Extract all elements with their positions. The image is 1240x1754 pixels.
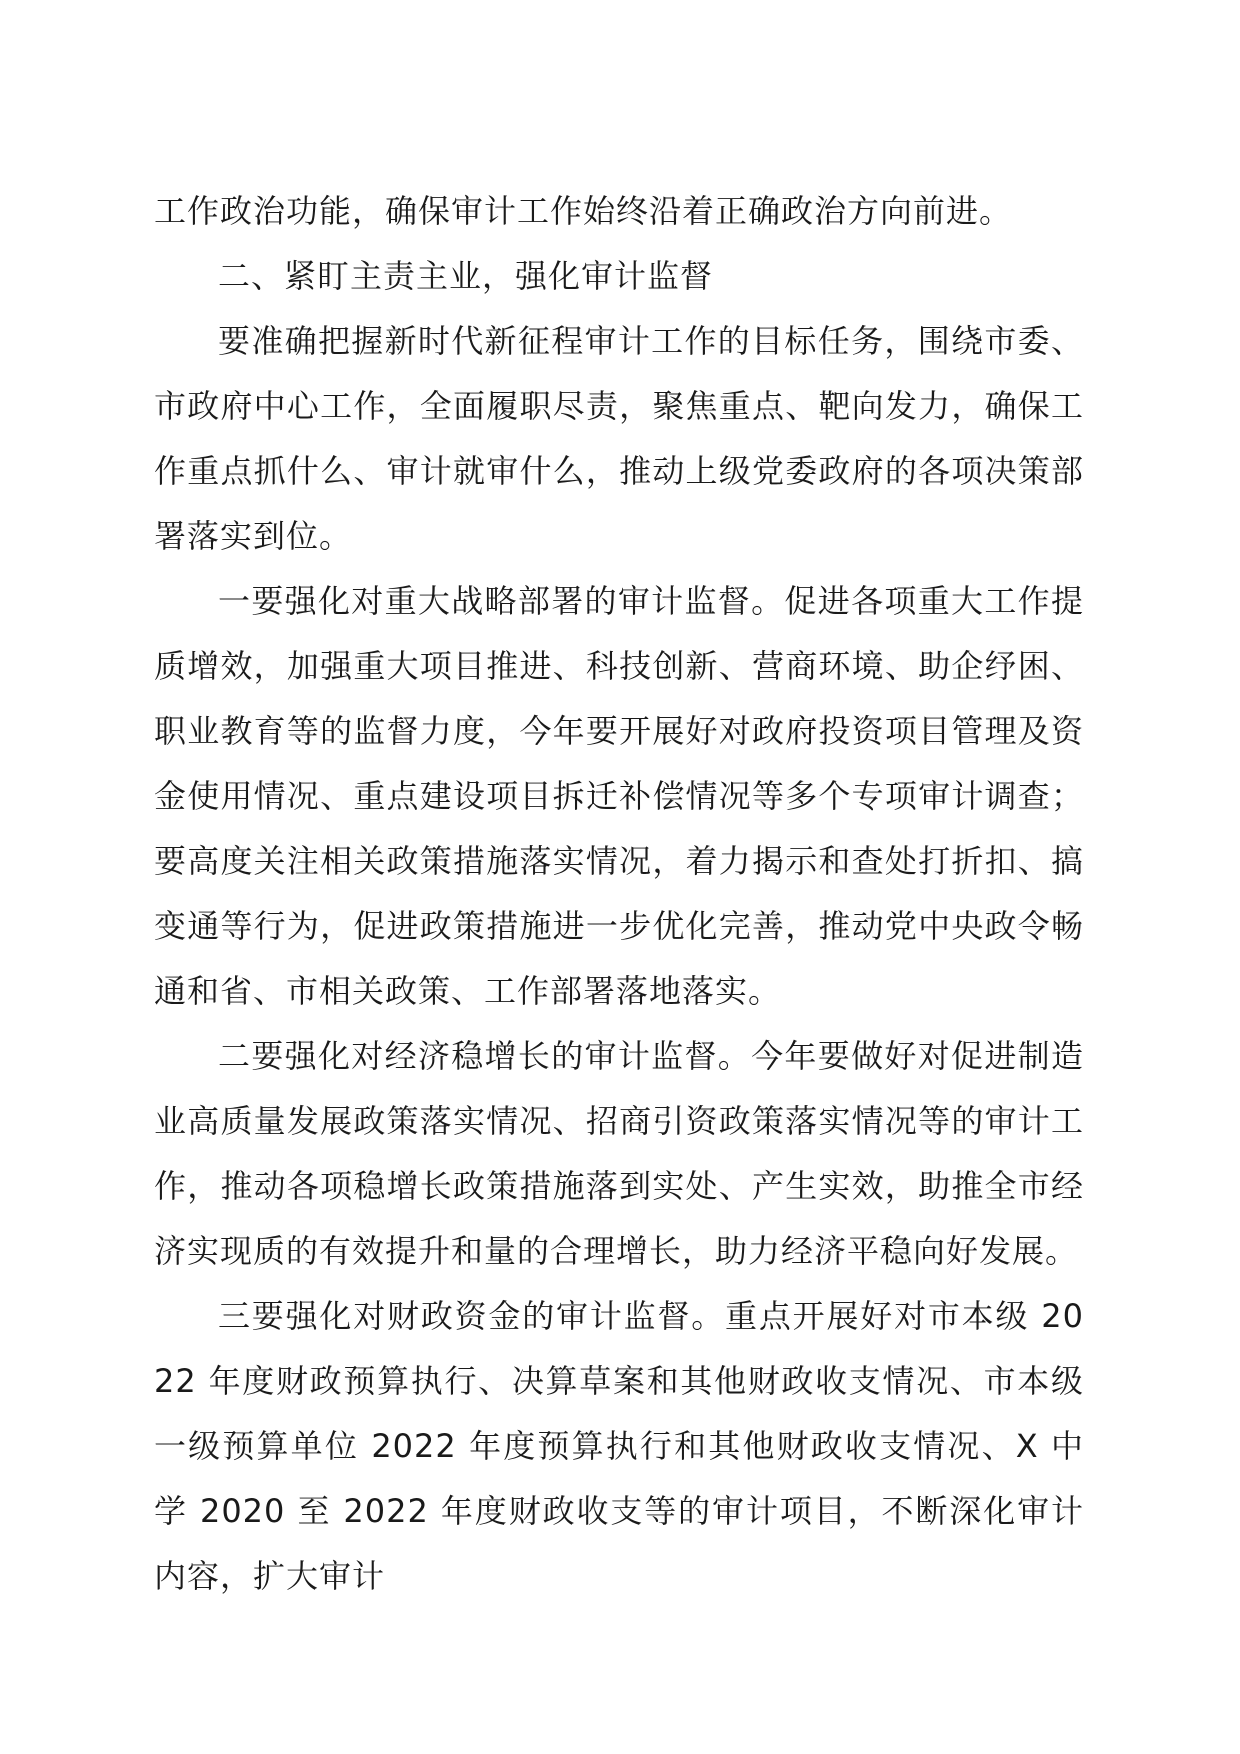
- paragraph-fiscal-audit: 三要强化对财政资金的审计监督。重点开展好对市本级 2022 年度财政预算执行、决算草案和其他财政收支情况、市本级一级预算单位 2022 年度预算执行和其他财政收支情况、X 中学 2020 至 2022 年度财政收支等的审计项目，不断深化审计内容，扩大审计: [154, 1297, 1084, 1595]
- paragraph-intro: 要准确把握新时代新征程审计工作的目标任务，围绕市委、市政府中心工作，全面履职尽责，聚焦重点、靶向发力，确保工作重点抓什么、审计就审什么，推动上级党委政府的各项决策部署落实到位。: [154, 322, 1084, 555]
- paragraph-growth-audit: 二要强化对经济稳增长的审计监督。今年要做好对促进制造业高质量发展政策落实情况、招商引资政策落实情况等的审计工作，推动各项稳增长政策措施落到实处、产生实效，助推全市经济实现质的有效提升和量的合理增长，助力经济平稳向好发展。: [154, 1037, 1084, 1270]
- paragraph-strategy-audit: 一要强化对重大战略部署的审计监督。促进各项重大工作提质增效，加强重大项目推进、科技创新、营商环境、助企纾困、职业教育等的监督力度，今年要开展好对政府投资项目管理及资金使用情况、重点建设项目拆迁补偿情况等多个专项审计调查；要高度关注相关政策措施落实情况，着力揭示和查处打折扣、搞变通等行为，促进政策措施进一步优化完善，推动党中央政令畅通和省、市相关政策、工作部署落地落实。: [154, 582, 1084, 1010]
- document-body: [154, 179, 1084, 1609]
- paragraph-continuation: 工作政治功能，确保审计工作始终沿着正确政治方向前进。: [154, 192, 1013, 230]
- section-heading: 二、紧盯主责主业，强化审计监督: [218, 257, 714, 295]
